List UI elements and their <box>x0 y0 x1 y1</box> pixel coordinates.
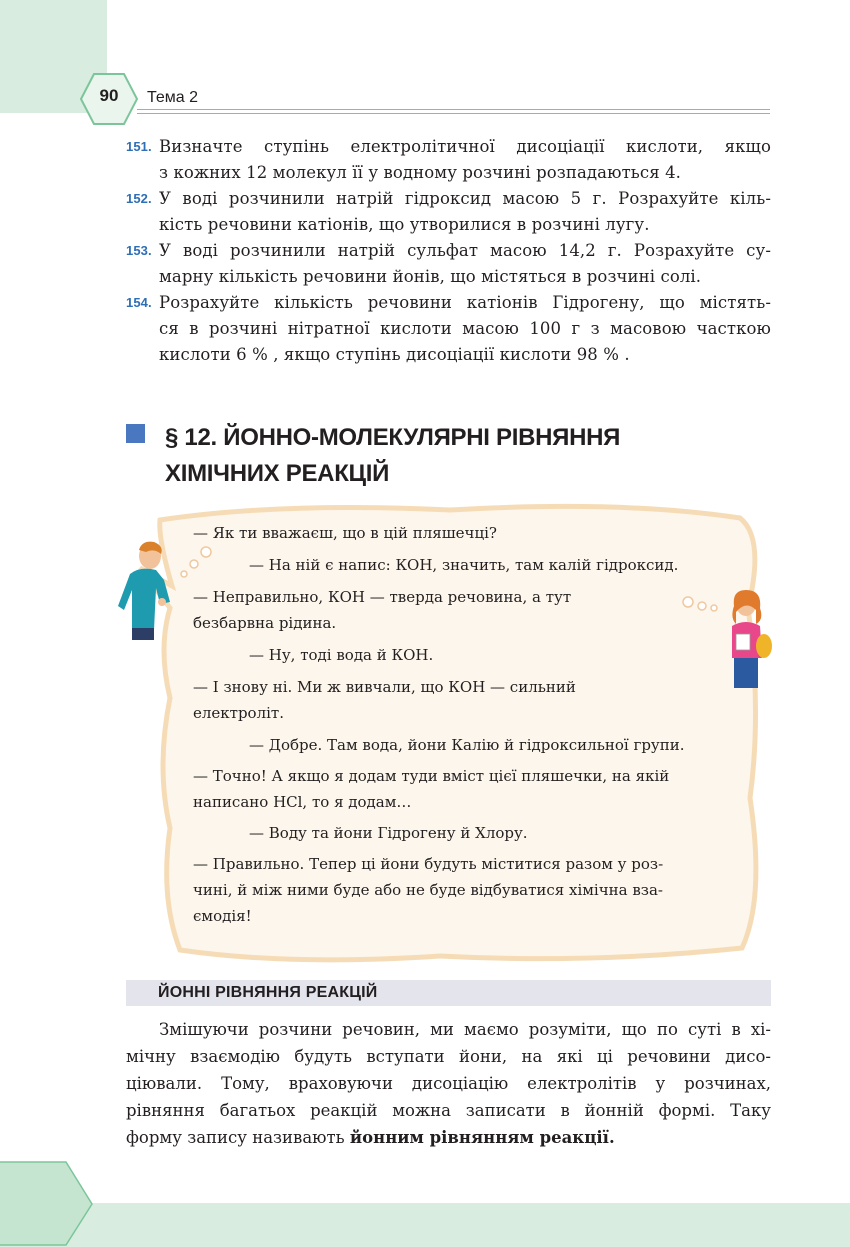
exercise-154 <box>126 290 771 368</box>
dialog-line: — Добре. Там вода, йони Калію й гідроксильної групи. <box>249 736 685 754</box>
dialog-line: — Точно! А якщо я додам туди вміст цієї пляшечки, на якій <box>193 767 670 785</box>
exercise-153 <box>126 238 771 290</box>
exercise-152 <box>126 186 771 238</box>
girl-illustration <box>722 588 772 688</box>
exercise-line: Розрахуйте кількість речовини катіонів Гідрогену, що містять- <box>159 293 771 312</box>
dialog-line: електроліт. <box>193 704 284 722</box>
dialog-line: — На ній є напис: КОН, значить, там калій гідроксид. <box>249 556 679 574</box>
topic-label: Тема 2 <box>147 89 199 106</box>
thought-bubbles-icon <box>178 540 218 580</box>
exercise-line: У воді розчинили натрій гідроксид масою 5 г. Розрахуйте кіль- <box>159 189 771 208</box>
dialog-line: написано HCl, то я додам… <box>193 793 412 811</box>
exercise-number: 153. <box>126 243 152 258</box>
exercise-line: Визначте ступінь електролітичної дисоціації кислоти, якщо <box>159 137 771 156</box>
paragraph-line-last <box>126 1124 771 1151</box>
section-marker <box>126 424 145 443</box>
paragraph-line: рівняння багатьох реакцій можна записати в йонній формі. Таку <box>126 1101 771 1120</box>
exercise-line: з кожних 12 молекул її у водному розчині розпадаються 4. <box>159 163 682 182</box>
key-term: йонним рівнянням реакції. <box>349 1128 615 1147</box>
paragraph-line: Змішуючи розчини речовин, ми маємо розуміти, що по суті в хі- <box>159 1020 771 1039</box>
page-number: 90 <box>99 86 119 105</box>
dialog-line: — Ну, тоді вода й КОН. <box>249 646 434 664</box>
dialog-line: — Неправильно, КОН — тверда речовина, а тут <box>193 588 572 606</box>
paragraph-line: ціювали. Тому, враховуючи дисоціацію електролітів у розчинах, <box>126 1074 771 1093</box>
boy-illustration <box>110 540 175 640</box>
section-title-line: ХІМІЧНИХ РЕАКЦІЙ <box>165 460 390 487</box>
exercise-line: кислоти 6 % , якщо ступінь дисоціації кислоти 98 % . <box>159 345 630 364</box>
exercise-line: У воді розчинили натрій сульфат масою 14,2 г. Розрахуйте су- <box>159 241 771 260</box>
dialog-line: безбарвна рідина. <box>193 614 337 632</box>
exercise-number: 151. <box>126 139 152 154</box>
dialog-line: — Воду та йони Гідрогену й Хлору. <box>249 824 528 842</box>
exercise-number: 154. <box>126 295 152 310</box>
dialog-line: — Правильно. Тепер ці йони будуть міститися разом у роз- <box>193 855 664 873</box>
exercise-line: марну кількість речовини йонів, що містяться в розчині солі. <box>159 267 702 286</box>
section-title <box>165 420 765 492</box>
exercise-line: ся в розчині нітратної кислоти масою 100 г з масовою часткою <box>159 319 771 338</box>
exercise-line: кість речовини катіонів, що утворилися в розчині лугу. <box>159 215 650 234</box>
dialog-line: — Як ти вважаєш, що в цій пляшечці? <box>193 524 497 542</box>
subsection-title: ЙОННІ РІВНЯННЯ РЕАКЦІЙ <box>158 984 378 1001</box>
thought-bubbles-icon <box>680 594 722 614</box>
corner-decoration-bottom <box>0 1160 100 1247</box>
body-paragraph <box>126 1016 771 1151</box>
paragraph-text: форму запису називають <box>126 1128 350 1147</box>
dialog-line: ємодія! <box>193 907 252 925</box>
exercise-151 <box>126 134 771 186</box>
paragraph-line: мічну взаємодію будуть вступати йони, на які ці речовини дисо- <box>126 1047 771 1066</box>
header-rule <box>137 109 770 110</box>
dialog-line: чині, й між ними буде або не буде відбуватися хімічна вза- <box>193 881 663 899</box>
section-title-line: § 12. ЙОННО-МОЛЕКУЛЯРНІ РІВНЯННЯ <box>165 424 621 451</box>
header-rule-thin <box>137 113 770 114</box>
exercise-number: 152. <box>126 191 152 206</box>
footer-band <box>0 1203 850 1247</box>
dialog-line: — І знову ні. Ми ж вивчали, що КОН — сильний <box>193 678 576 696</box>
